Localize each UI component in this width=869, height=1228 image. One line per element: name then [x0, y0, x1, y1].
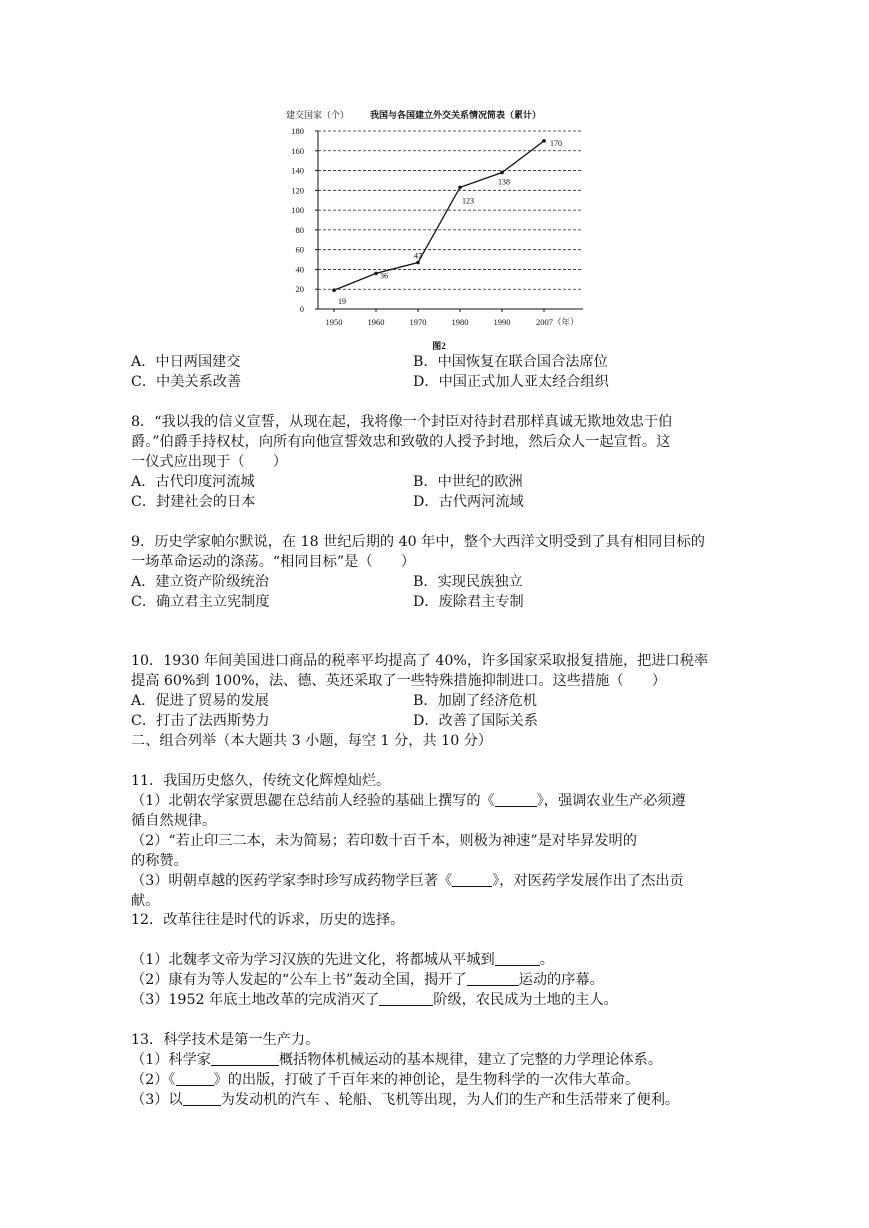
q7-option-a: A．中日两国建交	[131, 354, 241, 370]
chart-series	[332, 139, 562, 306]
chart-y-tick-label: 120	[291, 185, 304, 196]
chart-y-ticks	[291, 126, 318, 314]
q10-option-a: A．促进了贸易的发展	[131, 693, 269, 709]
q12-part-1: （1）北魏孝文帝为学习汉族的先进文化，将都城从平城到 。	[131, 952, 554, 968]
chart-data-point	[332, 288, 336, 292]
chart-y-tick-label: 140	[291, 165, 304, 176]
q12-blank-3[interactable]	[379, 991, 433, 1006]
q10-option-d: D．改善了国际关系	[413, 713, 538, 729]
q11-part-1-cont: 循自然规律。	[131, 813, 217, 829]
chart-y-tick-label: 40	[295, 264, 304, 275]
q10-stem-line-2: 提高 60%到 100%，法、德、英还采取了一些特殊措施抑制进口。这些措施（ ）	[131, 673, 667, 689]
q8-option-a: A．古代印度河流城	[131, 474, 255, 490]
q9-option-a: A．建立资产阶级统治	[131, 574, 269, 590]
q12-part-3: （3）1952 年底土地改革的完成消灭了 阶级，农民成为土地的主人。	[131, 992, 618, 1008]
q8-option-c: C．封建社会的日本	[131, 494, 256, 510]
chart-y-tick-label: 0	[299, 304, 304, 314]
chart-title: 我国与各国建立外交关系情况简表（累计）	[370, 110, 542, 120]
chart-data-point	[458, 186, 462, 190]
q13-blank-2[interactable]	[176, 1071, 214, 1086]
q13-blank-1[interactable]	[211, 1051, 279, 1066]
q11-blank-1[interactable]	[495, 792, 537, 807]
chart-x-tick-label: 1990	[493, 317, 511, 327]
q11-part-2: （2）“若止印三二本，未为简易；若印数十百千本，则极为神速”是对毕昇发明的	[131, 833, 637, 849]
chart-gridlines	[318, 131, 583, 309]
chart-data-point	[374, 272, 378, 276]
q12-blank-1[interactable]	[495, 951, 540, 966]
chart-y-tick-label: 160	[291, 145, 304, 156]
chart-series-line	[334, 141, 544, 290]
chart-x-tick-label: 1960	[367, 317, 385, 327]
q13-stem: 13．科学技术是第一生产力。	[131, 1032, 320, 1048]
chart-ylabel: 建交国家（个）	[286, 110, 350, 120]
chart-x-tick-label: 1950	[325, 317, 343, 327]
q11-part-3-cont: 献。	[131, 893, 160, 909]
chart-data-point	[542, 139, 546, 143]
q10-option-b: B．加剧了经济危机	[413, 693, 537, 709]
chart-data-label: 138	[498, 177, 510, 187]
q7-option-d: D．中国正式加人亚太经合组织	[413, 374, 609, 390]
q8-stem-line-2: 爵。”伯爵手持权杖，向所有向他宣誓效忠和致敬的人授予封地，然后众人一起宣哲。这	[131, 434, 671, 450]
q13-part-3: （3）以 为发动机的汽车 、轮船、飞机等出现，为人们的生产和生活带来了便利。	[131, 1092, 680, 1108]
chart-y-tick-label: 60	[295, 244, 304, 255]
section-2-heading: 二、组合列举（本大题共 3 小题，每空 1 分，共 10 分）	[131, 733, 493, 749]
chart-x-ticks	[326, 309, 579, 327]
chart-caption: 图2	[432, 341, 446, 351]
chart-y-tick-label: 100	[291, 205, 304, 216]
chart-x-tick-label: 1970	[409, 317, 427, 327]
q9-stem-line-2: 一场革命运动的涤荡。“相同目标”是（ ）	[131, 554, 416, 570]
q9-option-c: C．确立君主立宪制度	[131, 594, 270, 610]
q10-stem-line-1: 10．1930 年间美国进口商品的税率平均提高了 40%，许多国家采取报复措施，把进口税率	[131, 653, 709, 669]
q13-part-1: （1）科学家 概括物体机械运动的基本规律，建立了完整的力学理论体系。	[131, 1052, 663, 1068]
q12-part-2: （2）康有为等人发起的“公车上书”轰动全国，揭开了 运动的序幕。	[131, 972, 604, 988]
q8-stem-line-1: 8．“我以我的信义宣誓，从现在起，我将像一个封臣对待封君那样真诚无欺地效忠于伯	[131, 414, 673, 430]
chart-data-label: 36	[380, 271, 388, 281]
q11-part-1: （1）北朝农学家贾思勰在总结前人经验的基础上撰写的《 》，强调农业生产必须遵	[131, 793, 686, 809]
q9-option-d: D．废除君主专制	[413, 594, 524, 610]
q11-part-3: （3）明朝卓越的医药学家李时珍写成药物学巨著《 》，对医药学发展作出了杰出贡	[131, 873, 684, 889]
chart-data-label: 170	[550, 138, 562, 148]
q9-stem-line-1: 9．历史学家帕尔默说，在 18 世纪后期的 40 年中，整个大西洋文明受到了具有相同目标的	[131, 534, 705, 550]
q11-blank-3[interactable]	[452, 872, 492, 887]
q9-option-b: B．实现民族独立	[413, 574, 523, 590]
q8-option-b: B．中世纪的欧洲	[413, 474, 523, 490]
q12-stem: 12．改革往往是时代的诉求，历史的选择。	[131, 912, 405, 928]
q7-option-b: B．中国恢复在联合国合法席位	[413, 354, 608, 370]
chart-y-tick-label: 20	[295, 284, 304, 295]
chart-data-point	[500, 171, 504, 175]
diplomatic-relations-chart	[282, 106, 587, 354]
chart-y-tick-label: 180	[291, 126, 304, 136]
q12-blank-2[interactable]	[467, 971, 519, 986]
chart-x-tick-label: 2007（年）	[536, 317, 579, 327]
chart-data-label: 19	[338, 297, 346, 307]
chart-data-point	[416, 261, 420, 265]
chart-data-label: 123	[462, 196, 474, 206]
chart-data-label: 47	[414, 251, 422, 261]
q8-stem-line-3: 一仪式应出现于（ ）	[131, 454, 288, 470]
q10-option-c: C．打击了法西斯势力	[131, 713, 270, 729]
q13-blank-3[interactable]	[183, 1091, 221, 1106]
q11-stem: 11．我国历史悠久，传统文化辉煌灿烂。	[131, 773, 391, 789]
chart-y-tick-label: 80	[295, 224, 304, 235]
q11-part-2-cont: 的称赞。	[131, 853, 188, 869]
q8-option-d: D．古代两河流域	[413, 494, 524, 510]
chart-x-tick-label: 1980	[451, 317, 469, 327]
q13-part-2: （2）《 》的出版，打破了千百年来的神创论，是生物科学的一次伟大革命。	[131, 1072, 640, 1088]
q7-option-c: C．中美关系改善	[131, 374, 242, 390]
